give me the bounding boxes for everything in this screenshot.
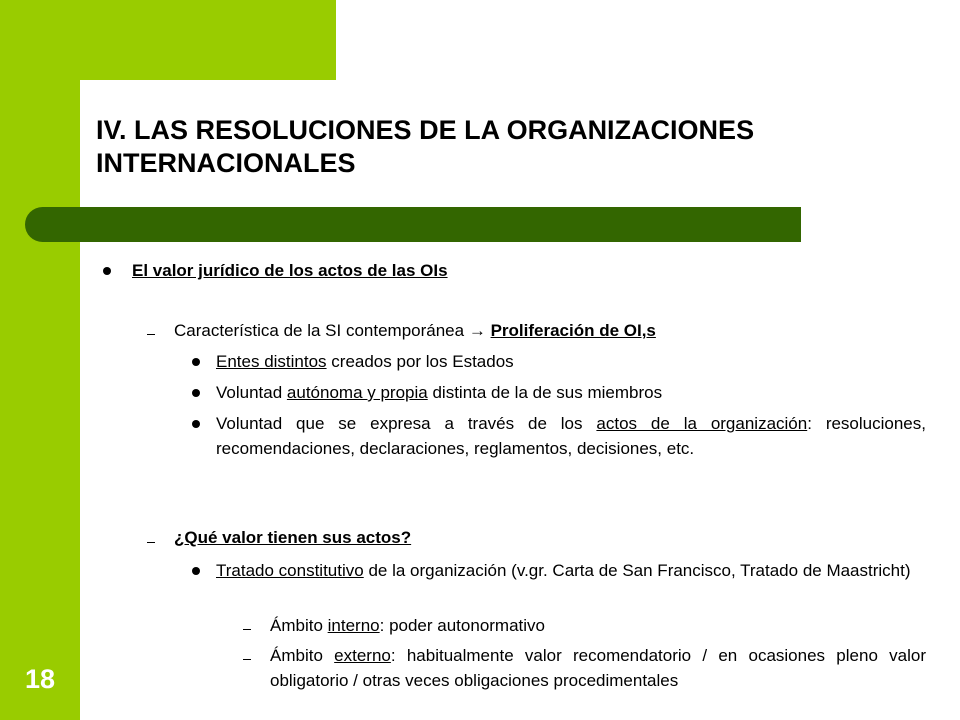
- bullet-dot: [103, 267, 111, 275]
- slide-title: IV. LAS RESOLUCIONES DE LA ORGANIZACIONES INTERNACIONALES: [96, 115, 755, 178]
- subitem-interno: Ámbito interno: poder autonormativo: [270, 616, 546, 635]
- bullet-dot: [192, 358, 200, 366]
- bullet-tratado: Tratado constitutivo de la organización (v.gr. Carta de San Francisco, Tratado de Maastricht): [216, 561, 911, 580]
- main-point: El valor jurídico de los actos de las OIs: [132, 261, 448, 280]
- bullet-dot: [192, 420, 200, 428]
- title-divider-bar: [25, 207, 801, 242]
- subpoint-question: ¿Qué valor tienen sus actos?: [174, 528, 412, 547]
- top-accent-band: [0, 0, 336, 80]
- dash-marker: [147, 542, 155, 543]
- arrow-right-icon: →: [468, 321, 486, 340]
- subpoint-characteristic: Característica de la SI contemporánea → Proliferación de OI,s: [174, 321, 656, 340]
- bullet-voluntad-autonoma: Voluntad autónoma y propia distinta de la de sus miembros: [216, 383, 663, 402]
- dash-marker: [243, 659, 251, 660]
- subitem-externo: Ámbito externo: habitualmente valor recomendatorio / en ocasiones pleno valor obligatorio / otras veces obligaciones procedimentales: [270, 646, 926, 690]
- bullet-voluntad-expresa: Voluntad que se expresa a través de los actos de la organización: resoluciones, recomendaciones, declaraciones, reglamentos, decisiones, etc.: [216, 414, 926, 458]
- bullet-dot: [192, 567, 200, 575]
- dash-marker: [147, 334, 155, 335]
- bullet-entes: Entes distintos creados por los Estados: [216, 352, 514, 371]
- left-accent-band: [0, 0, 80, 720]
- dash-marker: [243, 629, 251, 630]
- bullet-dot: [192, 389, 200, 397]
- slide-number: 18: [24, 664, 56, 694]
